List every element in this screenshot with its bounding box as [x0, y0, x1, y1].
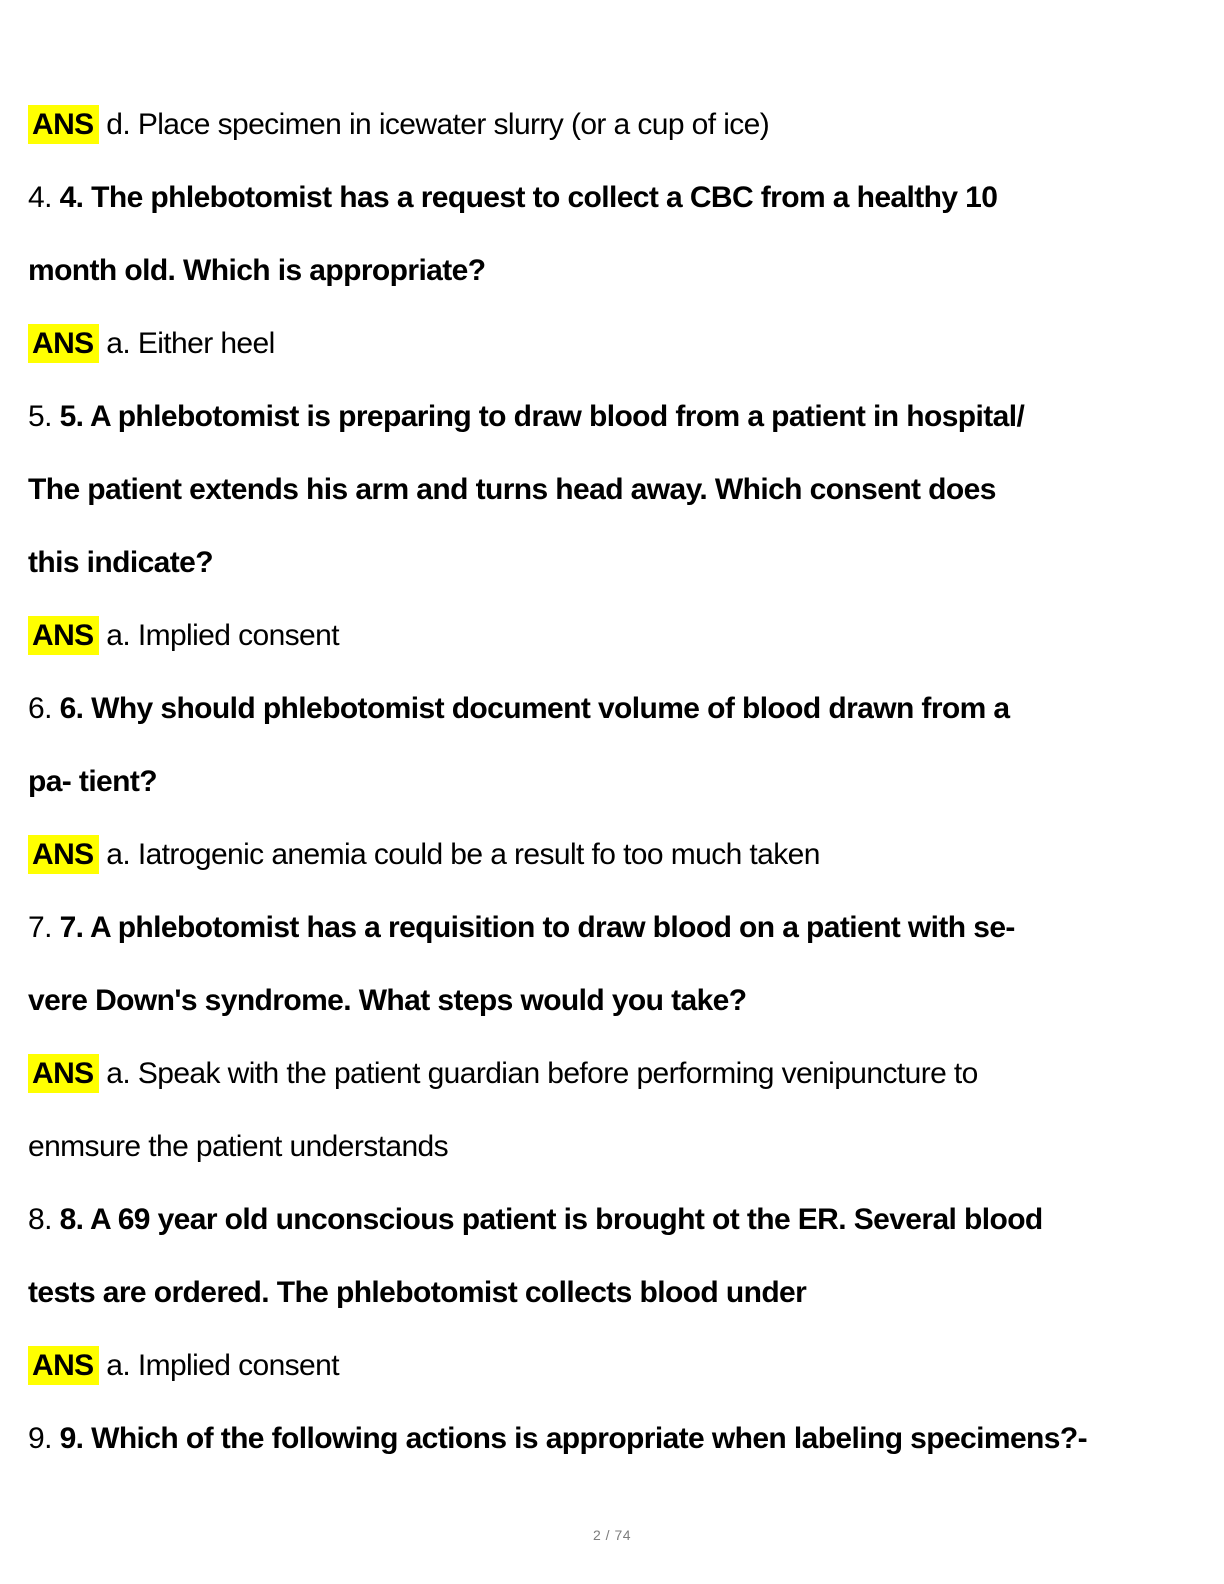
text-line-question	[28, 1256, 1214, 1329]
question-text: tests are ordered. The phlebotomist collects blood under	[28, 1276, 807, 1309]
question-text: vere Down's syndrome. What steps would you take?	[28, 984, 747, 1017]
answer-text: a. Either heel	[98, 327, 275, 360]
text-line-answer	[28, 1037, 1214, 1110]
text-line-question	[28, 1402, 1214, 1475]
question-number: 6.	[28, 692, 60, 725]
question-text: this indicate?	[28, 546, 213, 579]
question-text: month old. Which is appropriate?	[28, 254, 486, 287]
question-number: 5.	[28, 400, 60, 433]
answer-text: d. Place specimen in icewater slurry (or a cup of ice)	[98, 108, 770, 141]
ans-highlight-label: ANS	[28, 105, 99, 144]
answer-text: a. Iatrogenic anemia could be a result fo too much taken	[98, 838, 820, 871]
question-number: 7.	[28, 911, 60, 944]
text-line-question	[28, 891, 1214, 964]
page-number-indicator: 2 / 74	[592, 1527, 632, 1543]
text-line-answer	[28, 818, 1214, 891]
text-line-answer	[28, 1110, 1214, 1183]
text-line-question	[28, 672, 1214, 745]
question-text: 6. Why should phlebotomist document volume of blood drawn from a	[59, 692, 1010, 725]
text-line-answer	[28, 1329, 1214, 1402]
text-line-answer	[28, 307, 1214, 380]
ans-highlight-label: ANS	[28, 835, 99, 874]
text-line-question	[28, 380, 1214, 453]
question-text: 8. A 69 year old unconscious patient is brought ot the ER. Several blood	[59, 1203, 1043, 1236]
answer-text: a. Implied consent	[98, 1349, 339, 1382]
text-line-answer	[28, 88, 1214, 161]
text-line-question	[28, 234, 1214, 307]
text-line-question	[28, 745, 1214, 818]
ans-highlight-label: ANS	[28, 1346, 99, 1385]
text-line-question	[28, 526, 1214, 599]
text-line-question	[28, 161, 1214, 234]
question-text: 5. A phlebotomist is preparing to draw blood from a patient in hospital/	[59, 400, 1025, 433]
text-line-answer	[28, 599, 1214, 672]
question-number: 4.	[28, 181, 60, 214]
text-line-question	[28, 453, 1214, 526]
question-text: 9. Which of the following actions is appropriate when labeling specimens?-	[59, 1422, 1087, 1455]
ans-highlight-label: ANS	[28, 324, 99, 363]
answer-text: enmsure the patient understands	[28, 1130, 449, 1163]
question-text: 7. A phlebotomist has a requisition to draw blood on a patient with se-	[59, 911, 1015, 944]
question-number: 8.	[28, 1203, 60, 1236]
answer-text: a. Speak with the patient guardian before performing venipuncture to	[98, 1057, 978, 1090]
question-text: The patient extends his arm and turns head away. Which consent does	[28, 473, 996, 506]
ans-highlight-label: ANS	[28, 616, 99, 655]
question-number: 9.	[28, 1422, 60, 1455]
answer-text: a. Implied consent	[98, 619, 339, 652]
ans-highlight-label: ANS	[28, 1054, 99, 1093]
text-line-question	[28, 964, 1214, 1037]
question-text: pa- tient?	[28, 765, 157, 798]
text-line-question	[28, 1183, 1214, 1256]
document-content	[28, 88, 1214, 1475]
question-text: 4. The phlebotomist has a request to collect a CBC from a healthy 10	[59, 181, 998, 214]
